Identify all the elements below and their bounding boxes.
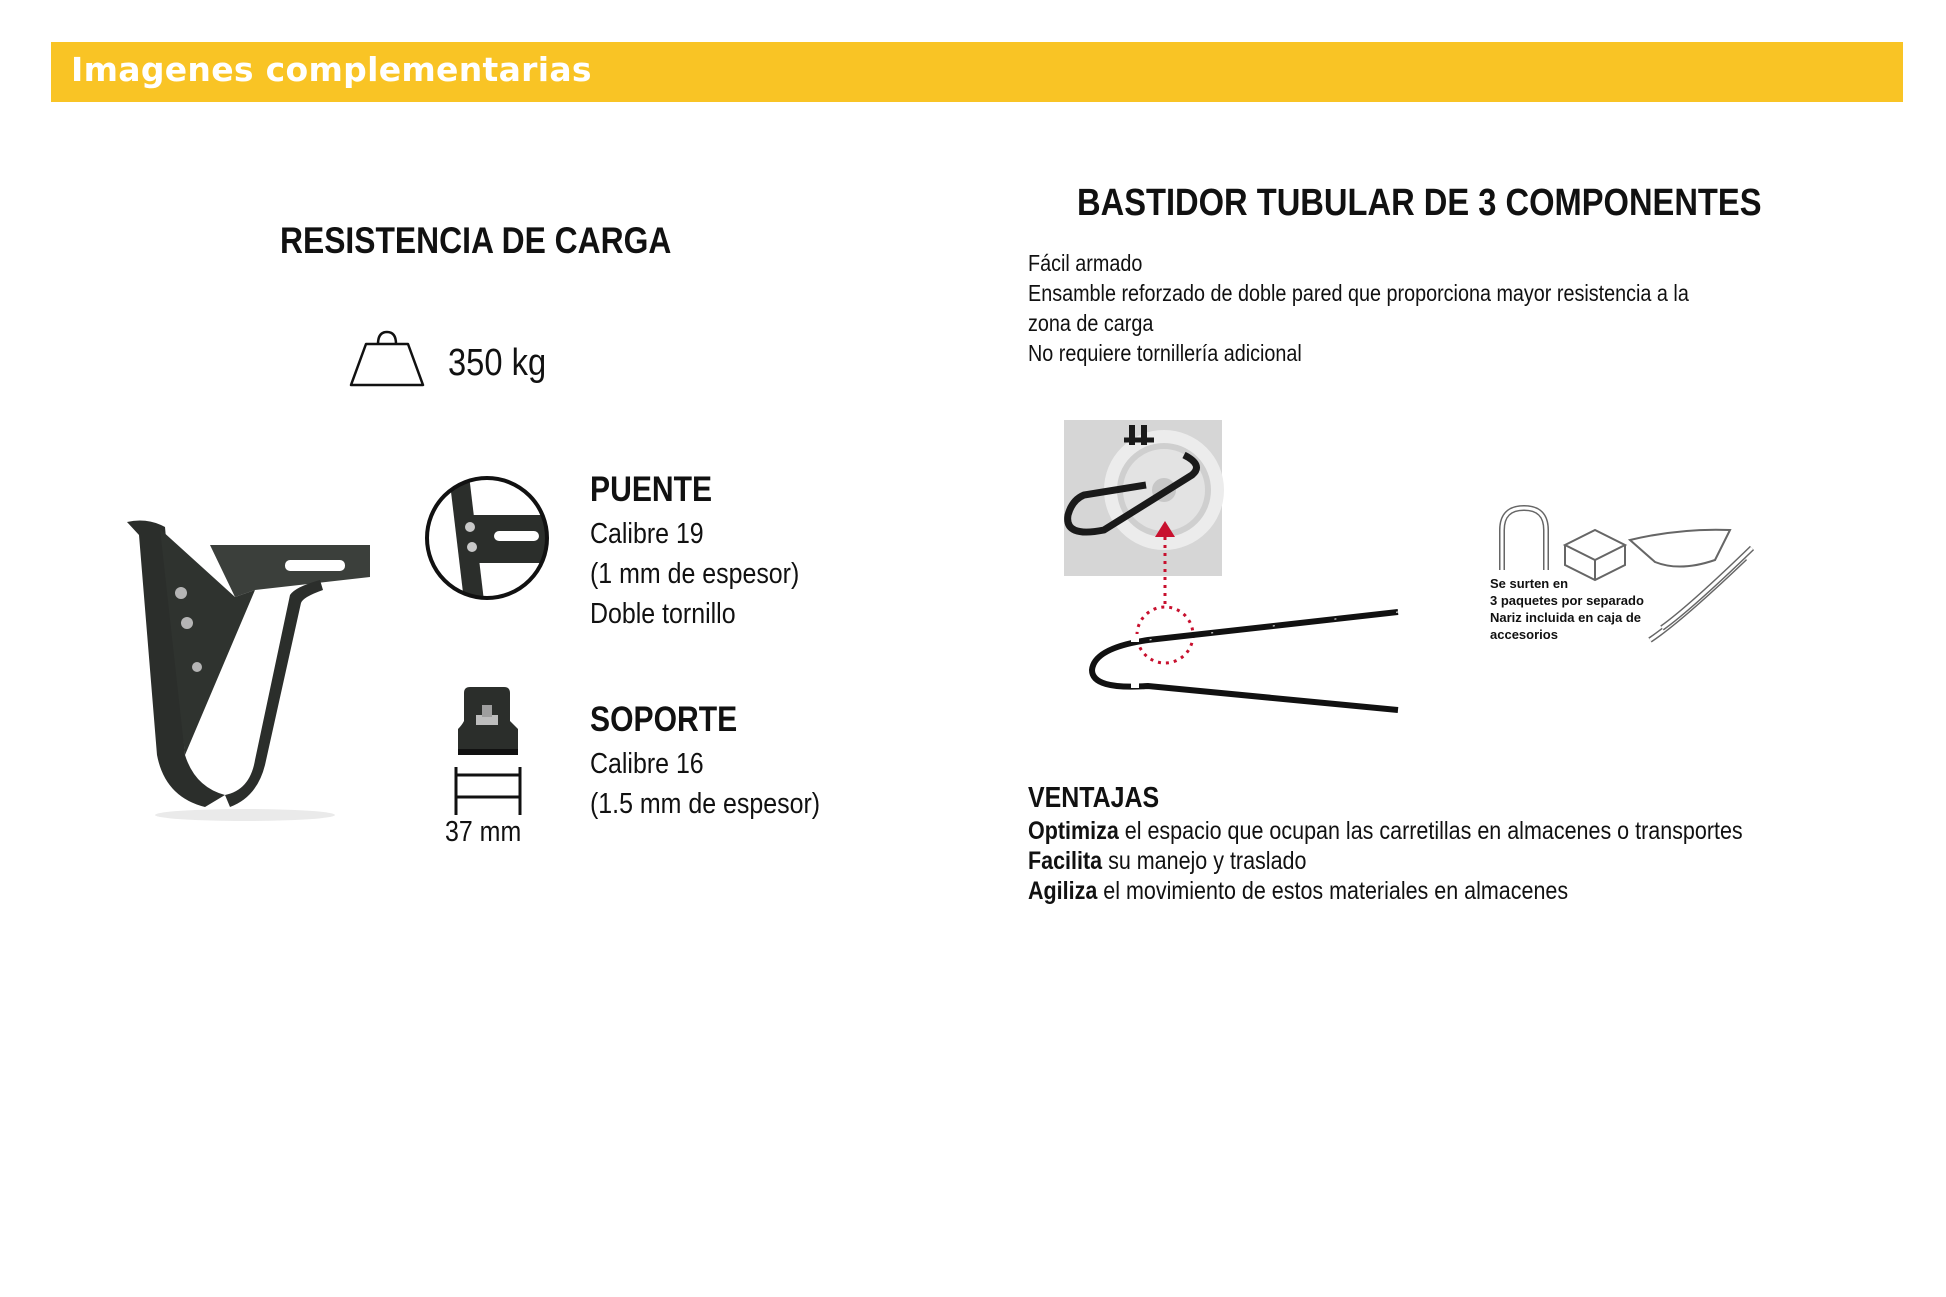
support-title: SOPORTE: [590, 700, 738, 739]
u-frame-diagram: [1088, 600, 1404, 718]
note-line: accesorios: [1490, 627, 1558, 642]
packages-note: [1490, 575, 1644, 643]
load-capacity-value: 350 kg: [448, 342, 547, 384]
bridge-detail-icon: [424, 475, 550, 601]
note-line: Nariz incluida en caja de: [1490, 610, 1641, 625]
advantages-title: VENTAJAS: [1028, 782, 1160, 814]
bridge-gauge: Calibre 19: [590, 518, 704, 550]
advantage-keyword: Facilita: [1028, 847, 1103, 875]
banner-title: Imagenes complementarias: [71, 50, 592, 89]
advantage-keyword: Optimiza: [1028, 817, 1119, 845]
support-gauge: Calibre 16: [590, 748, 704, 780]
advantage-item: [1028, 846, 1743, 876]
advantage-item: [1028, 876, 1743, 906]
frame-title: BASTIDOR TUBULAR DE 3 COMPONENTES: [1077, 182, 1762, 224]
bridge-title: PUENTE: [590, 470, 713, 509]
advantage-text: el espacio que ocupan las carretillas en almacenes o transportes: [1118, 817, 1743, 845]
bridge-screws: Doble tornillo: [590, 598, 736, 630]
bridge-thickness: (1 mm de espesor): [590, 558, 800, 590]
bracket-illustration: [125, 515, 375, 815]
advantage-text: su manejo y traslado: [1102, 847, 1307, 875]
support-profile-icon: [452, 685, 524, 815]
advantages-list: [1028, 816, 1743, 906]
advantage-item: [1028, 816, 1743, 846]
frame-description: [1028, 248, 1689, 368]
advantage-text: el movimiento de estos materiales en almacenes: [1097, 877, 1569, 905]
load-resistance-title: RESISTENCIA DE CARGA: [280, 220, 672, 261]
description-line: zona de carga: [1028, 310, 1154, 336]
support-thickness: (1.5 mm de espesor): [590, 788, 821, 820]
description-line: Ensamble reforzado de doble pared que proporciona mayor resistencia a la: [1028, 280, 1689, 306]
note-line: Se surten en: [1490, 576, 1569, 591]
advantage-keyword: Agiliza: [1028, 877, 1098, 905]
note-line: 3 paquetes por separado: [1490, 593, 1644, 608]
support-width-label: 37 mm: [445, 816, 522, 848]
description-line: No requiere tornillería adicional: [1028, 340, 1302, 366]
description-line: Fácil armado: [1028, 250, 1143, 276]
weight-icon: [348, 328, 426, 388]
section-banner: [51, 42, 1903, 102]
